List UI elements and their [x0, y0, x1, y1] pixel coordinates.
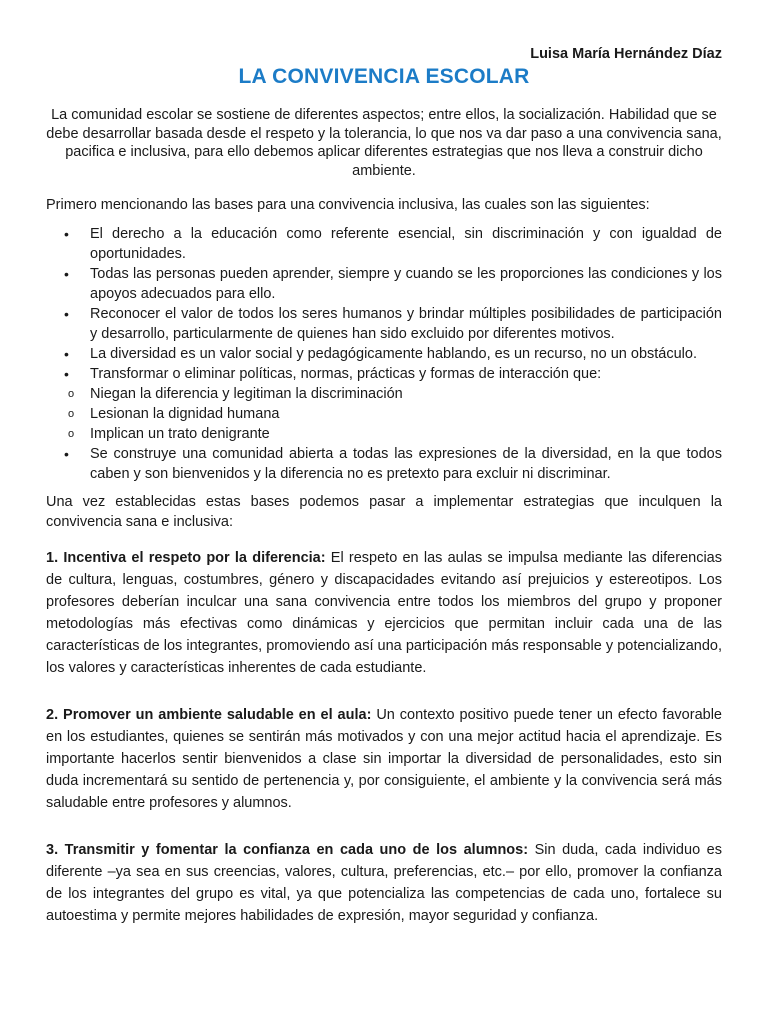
bases-item-text: Niegan la diferencia y legitiman la discriminación — [90, 385, 403, 402]
bases-item-text: Reconocer el valor de todos los seres humanos y brindar múltiples posibilidades de participación y desarrollo, particularmente de quienes han sido excluido por diferentes motivos. — [90, 305, 722, 342]
strategy-paragraph-3 — [46, 839, 722, 927]
bullet-icon: • — [64, 345, 69, 362]
bases-list-item — [46, 304, 722, 344]
bases-sublist-item — [46, 424, 722, 444]
hollow-bullet-icon: o — [68, 407, 75, 420]
bases-sublist-item — [46, 404, 722, 424]
bases-item-text: Implican un trato denigrante — [90, 425, 270, 442]
strategy-body: Sin duda, cada individuo es diferente –ya sea en sus creencias, valores, cultura, preferencias, etc.– por ello, promover la confianza de los integrantes del grupo es vital, ya que potencializa las competencias de cada uno, fortalece su autoestima y permite mejores habilidades de expresión, mayor seguridad y confianza. — [46, 841, 722, 924]
bases-item-text: Transformar o eliminar políticas, normas, prácticas y formas de interacción que: — [90, 365, 602, 382]
bases-item-text: Se construye una comunidad abierta a todas las expresiones de la diversidad, en la que todos caben y son bienvenidos y la diferencia no es pretexto para excluir ni discriminar. — [90, 445, 722, 482]
author-name: Luisa María Hernández Díaz — [530, 46, 722, 62]
hollow-bullet-icon: o — [68, 427, 75, 440]
bullet-icon: • — [64, 265, 69, 282]
strategy-heading: 1. Incentiva el respeto por la diferencia: — [46, 549, 331, 566]
bases-item-text: Lesionan la dignidad humana — [90, 405, 280, 422]
bases-lead-paragraph: Primero mencionando las bases para una convivencia inclusiva, las cuales son las siguientes: — [46, 197, 650, 213]
bases-item-text: La diversidad es un valor social y pedagógicamente hablando, es un recurso, no un obstáculo. — [90, 345, 697, 362]
bullet-icon: • — [64, 305, 69, 322]
strategy-body: Un contexto positivo puede tener un efecto favorable en los estudiantes, quienes se sentirán más motivados y con una mejor actitud hacia el aprendizaje. Es importante hacerlos sentir bienvenidos a clase sin importar la diversidad de personalidades, esto sin duda incrementará su sentido de pertenencia y, por consiguiente, el ambiente y la convivencia será más saludable entre profesores y alumnos. — [46, 706, 722, 811]
bases-list-item — [46, 344, 722, 364]
bases-item-text: El derecho a la educación como referente esencial, sin discriminación y con igualdad de oportunidades. — [90, 225, 722, 262]
document-title: LA CONVIVENCIA ESCOLAR — [238, 65, 530, 88]
bases-list-item — [46, 264, 722, 304]
bases-list-item — [46, 444, 722, 484]
strategy-heading: 2. Promover un ambiente saludable en el aula: — [46, 706, 377, 723]
bullet-icon: • — [64, 365, 69, 382]
hollow-bullet-icon: o — [68, 387, 75, 400]
bases-sublist-item — [46, 384, 722, 404]
bases-list-item — [46, 224, 722, 264]
bases-item-text: Todas las personas pueden aprender, siempre y cuando se les proporciones las condiciones y los apoyos adecuados para ello. — [90, 265, 722, 302]
bullet-icon: • — [64, 225, 69, 242]
strategy-paragraph-2 — [46, 704, 722, 814]
strategy-paragraph-1 — [46, 547, 722, 679]
bullet-icon: • — [64, 445, 69, 462]
strategy-heading: 3. Transmitir y fomentar la confianza en cada uno de los alumnos: — [46, 841, 535, 858]
bases-list-item — [46, 364, 722, 384]
strategy-body: El respeto en las aulas se impulsa mediante las diferencias de cultura, lenguas, costumbres, género y discapacidades evitando así prejuicios y estereotipos. Los profesores deberían inculcar una sana convivencia entre todos los miembros del grupo y proponer metodologías más efectivas como dinámicas y ejercicios que permitan incluir cada una de las características de los integrantes, promoviendo así una participación más responsable y potencializando, los valores y características inherentes de cada estudiante. — [46, 549, 722, 676]
transition-paragraph: Una vez establecidas estas bases podemos pasar a implementar estrategias que inculquen la convivencia sana e inclusiva: — [46, 493, 722, 530]
intro-paragraph: La comunidad escolar se sostiene de diferentes aspectos; entre ellos, la socialización. Habilidad que se debe desarrollar basada desde el respeto y la tolerancia, lo que nos va dar paso a una convivencia sana, pacifica e inclusiva, para ello debemos aplicar diferentes estrategias que nos lleva a construir dicho ambiente. — [46, 107, 722, 179]
bases-list — [46, 224, 722, 484]
